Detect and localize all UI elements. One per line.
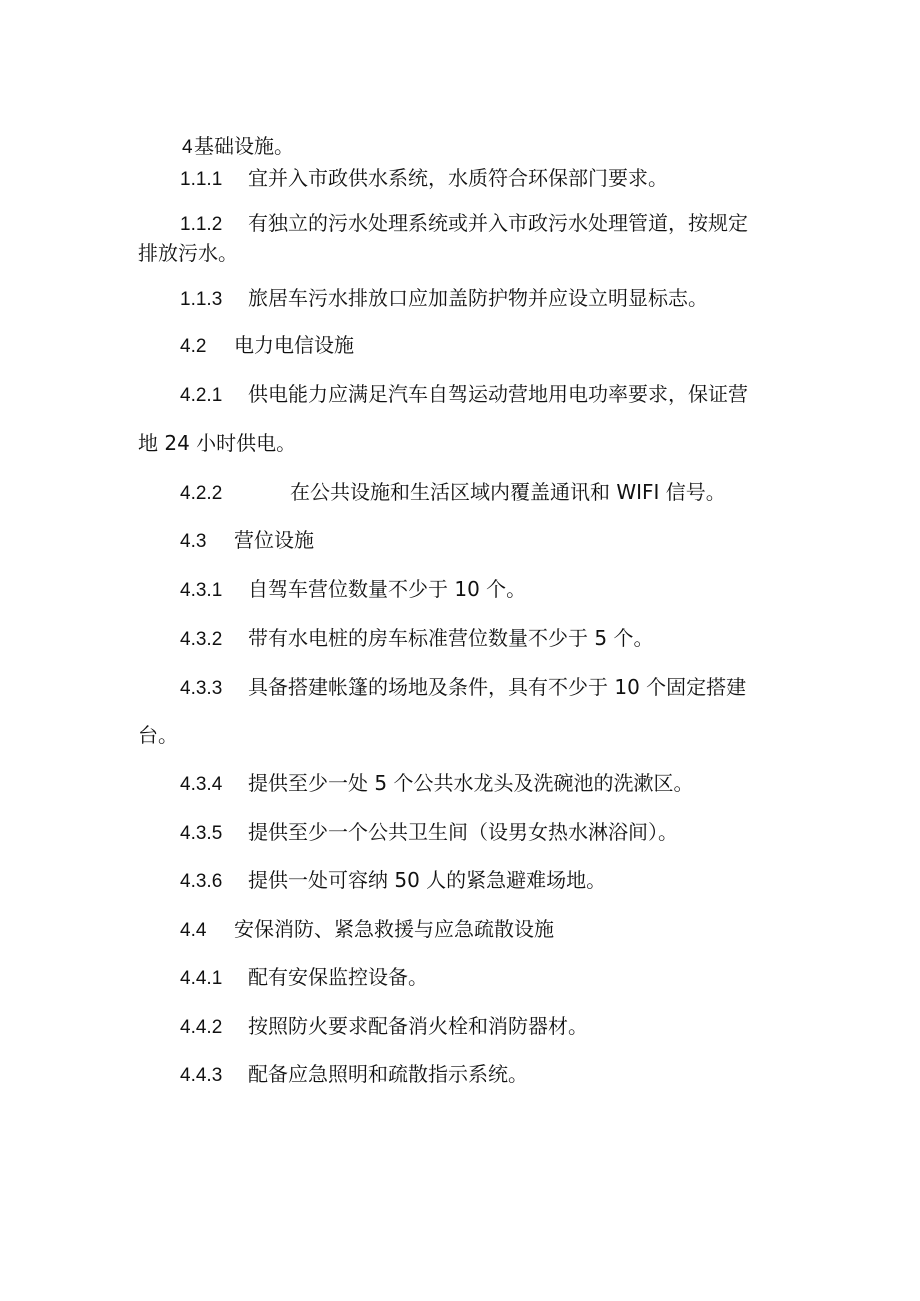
section-text: 有独立的污水处理系统或并入市政污水处理管道，按规定	[248, 211, 748, 235]
section-number: 4.3	[180, 531, 207, 552]
section-line	[180, 575, 526, 605]
section-line	[180, 209, 748, 239]
section-number: 4	[182, 137, 193, 158]
section-line	[180, 380, 748, 410]
section-text: 配有安保监控设备。	[248, 965, 428, 989]
section-number: 4.3.5	[180, 823, 223, 844]
section-text: 提供一处可容纳 50 人的紧急避难场地。	[248, 868, 607, 892]
section-text: 安保消防、紧急救援与应急疏散设施	[234, 917, 554, 941]
section-number: 1.1.2	[180, 214, 223, 235]
section-text: 按照防火要求配备消火栓和消防器材。	[248, 1014, 588, 1038]
section-line	[180, 673, 746, 703]
section-line	[180, 915, 554, 945]
section-number: 1.1.1	[180, 169, 223, 190]
section-line	[180, 1012, 588, 1042]
section-text: 旅居车污水排放口应加盖防护物并应设立明显标志。	[248, 286, 708, 310]
section-text: 基础设施。	[194, 134, 294, 158]
section-number: 1.1.3	[180, 289, 223, 310]
section-number: 4.4.1	[180, 968, 223, 989]
section-line	[180, 866, 606, 896]
section-line	[180, 478, 726, 508]
section-number: 4.3.4	[180, 774, 223, 795]
section-continuation: 台。	[138, 723, 178, 747]
section-text: 提供至少一处 5 个公共水龙头及洗碗池的洗漱区。	[248, 771, 694, 795]
section-text: 自驾车营位数量不少于 10 个。	[248, 577, 527, 601]
section-continuation: 地 24 小时供电。	[138, 431, 297, 455]
section-number: 4.2.2	[180, 483, 223, 504]
section-continuation: 排放污水。	[138, 241, 238, 265]
section-line	[180, 526, 314, 556]
section-line	[180, 164, 668, 194]
section-text: 配备应急照明和疏散指示系统。	[248, 1062, 528, 1086]
section-text: 提供至少一个公共卫生间（设男女热水淋浴间）。	[248, 820, 678, 844]
section-number: 4.3.3	[180, 678, 223, 699]
section-text: 电力电信设施	[234, 333, 354, 357]
section-number: 4.2	[180, 336, 207, 357]
section-line	[180, 624, 653, 654]
section-line	[180, 284, 708, 314]
section-text: 供电能力应满足汽车自驾运动营地用电功率要求，保证营	[248, 382, 748, 406]
section-text: 营位设施	[234, 528, 314, 552]
section-line	[180, 769, 693, 799]
section-number: 4.4.3	[180, 1065, 223, 1086]
section-number: 4.3.2	[180, 629, 223, 650]
section-line	[180, 331, 354, 361]
section-number: 4.4.2	[180, 1017, 223, 1038]
section-number: 4.2.1	[180, 385, 223, 406]
section-number: 4.3.1	[180, 580, 223, 601]
section-line	[182, 132, 294, 162]
section-line	[180, 1060, 528, 1090]
section-text: 带有水电桩的房车标准营位数量不少于 5 个。	[248, 626, 654, 650]
section-line	[180, 963, 428, 993]
section-number: 4.3.6	[180, 871, 223, 892]
section-text: 具备搭建帐篷的场地及条件，具有不少于 10 个固定搭建	[248, 675, 747, 699]
section-text: 宜并入市政供水系统，水质符合环保部门要求。	[248, 166, 668, 190]
section-number: 4.4	[180, 920, 207, 941]
section-line	[180, 818, 678, 848]
section-text: 在公共设施和生活区域内覆盖通讯和 WIFI 信号。	[290, 480, 726, 504]
